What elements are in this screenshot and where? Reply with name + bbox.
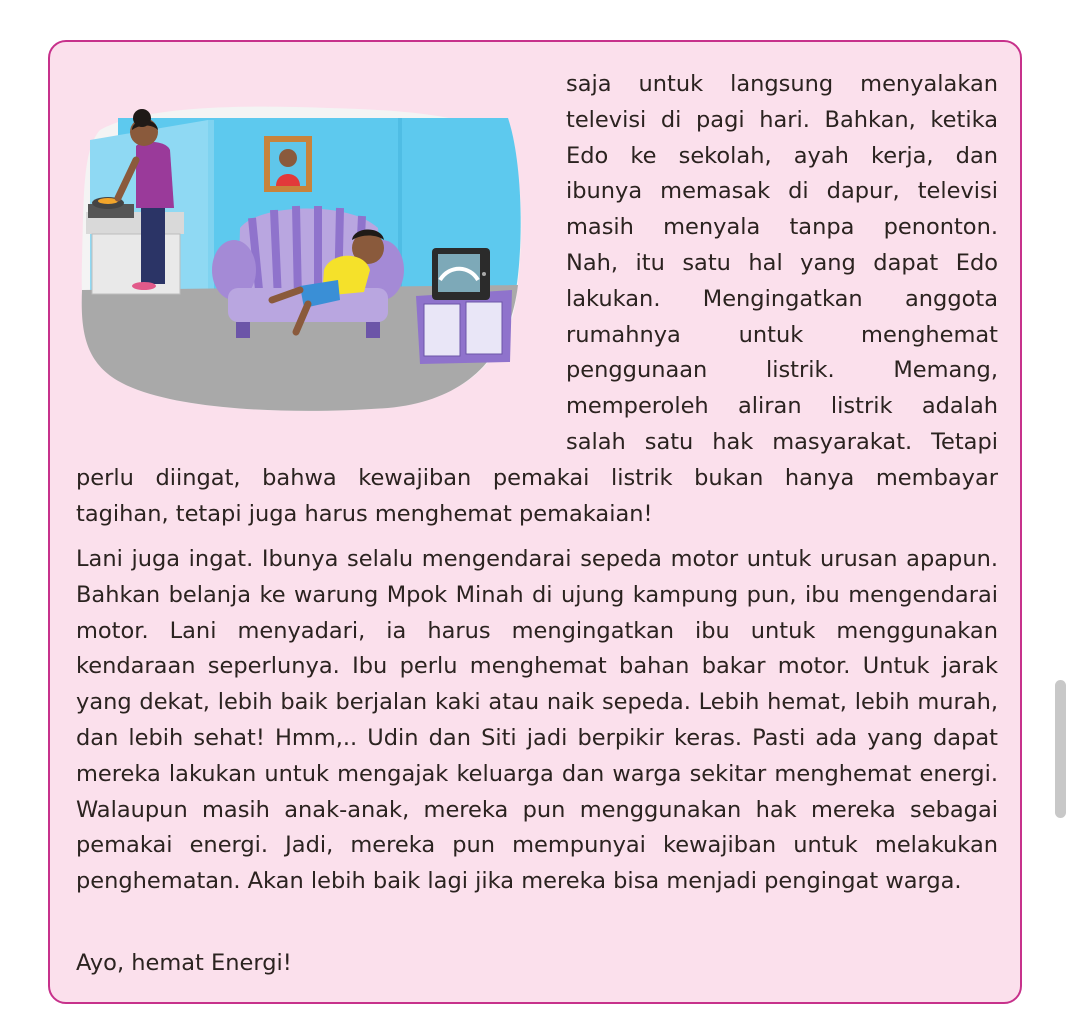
text-line: Edo ke sekolah, ayah kerja, dan [566, 142, 998, 169]
text-line: rumahnya untuk menghemat [566, 321, 998, 348]
living-room-illustration [78, 100, 526, 414]
framed-portrait-icon [264, 136, 312, 192]
text-line: lakukan. Mengingatkan anggota [566, 285, 998, 312]
text-line: perlu diingat, bahwa kewajiban pemakai listrik bukan hanya membayar [76, 465, 998, 491]
paragraph-3-closing: Ayo, hemat Energi! [76, 950, 292, 976]
scrollbar-thumb[interactable] [1055, 680, 1066, 818]
text-line: televisi di pagi hari. Bahkan, ketika [566, 106, 998, 133]
text-line: memperoleh aliran listrik adalah [566, 393, 998, 420]
text-line: saja untuk langsung menyalakan [566, 71, 998, 97]
text-line: masih menyala tanpa penonton. [566, 214, 998, 241]
text-line: salah satu hak masyarakat. Tetapi [566, 428, 998, 455]
text-line: ibunya memasak di dapur, televisi [566, 178, 998, 205]
text-line: Nah, itu satu hal yang dapat Edo [566, 249, 998, 276]
tv-cabinet-icon [416, 290, 512, 364]
text-line: tagihan, tetapi juga harus menghemat pemakaian! [76, 500, 653, 527]
paragraph-1-continuation [76, 461, 998, 533]
television-icon [432, 248, 490, 300]
paragraph-1-right-column [566, 67, 998, 461]
paragraph-2: Lani juga ingat. Ibunya selalu mengendarai sepeda motor untuk urusan apapun. Bahkan belanja ke warung Mpok Minah di ujung kampung pun, ibu mengendarai motor. Lani menyadari, ia harus mengingatkan ibu untuk menggunakan kendaraan seperlunya. Ibu perlu menghemat bahan bakar motor. Untuk jarak yang dekat, lebih baik berjalan kaki atau naik sepeda. Lebih hemat, lebih murah, dan lebih sehat! Hmm,.. Udin dan Siti jadi berpikir keras. Pasti ada yang dapat mereka lakukan untuk mengajak keluarga dan warga sekitar menghemat energi. Walaupun masih anak-anak, mereka pun menggunakan hak mereka sebagai pemakai energi. Jadi, mereka pun mempunyai kewajiban untuk melakukan penghematan. Akan lebih baik lagi jika mereka bisa menjadi pengingat warga. [76, 546, 998, 895]
text-line: penggunaan listrik. Memang, [566, 357, 998, 384]
